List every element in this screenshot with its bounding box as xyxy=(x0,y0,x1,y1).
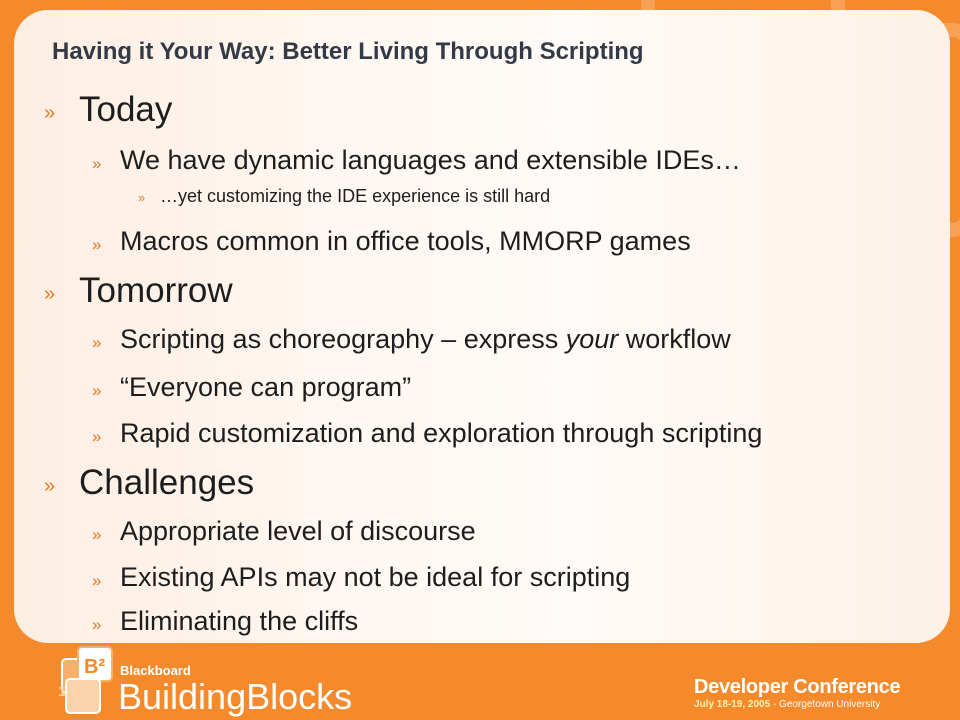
bullet-marker: » xyxy=(44,102,56,124)
bullet-marker: » xyxy=(92,381,102,400)
bullet-item xyxy=(92,562,631,593)
slide-title: Having it Your Way: Better Living Through Scripting xyxy=(52,38,644,65)
blackboard-buildingblocks-logo xyxy=(58,645,358,717)
bullet-text: Existing APIs may not be ideal for scripting xyxy=(120,562,631,592)
page-number: 16 xyxy=(58,683,75,700)
bullet-text: Macros common in office tools, MMORP games xyxy=(120,226,691,256)
conference-title: Developer Conference xyxy=(694,676,901,698)
heading-text: Tomorrow xyxy=(79,271,233,310)
logo-badge: B² xyxy=(84,656,106,678)
bullet-text: workflow xyxy=(618,324,731,354)
logo-large-text: BuildingBlocks xyxy=(118,676,353,717)
heading-text: Today xyxy=(79,90,173,129)
bullet-text: Scripting as choreography – express xyxy=(120,324,566,354)
sub-bullet-item xyxy=(138,186,551,207)
bullet-text: Eliminating the cliffs xyxy=(120,606,359,636)
bullet-marker: » xyxy=(92,235,102,254)
bullet-marker: » xyxy=(92,571,102,590)
bullet-item xyxy=(92,226,691,257)
bullet-marker: » xyxy=(92,154,102,173)
blocks-icon xyxy=(62,647,112,713)
section-heading-tomorrow xyxy=(44,271,233,311)
bullet-item xyxy=(92,516,476,547)
bullet-marker: » xyxy=(92,427,102,446)
conference-date xyxy=(694,699,880,710)
bullet-text: We have dynamic languages and extensible IDEs… xyxy=(120,145,741,175)
bullet-item xyxy=(92,606,359,637)
bullet-item xyxy=(92,372,412,403)
bullet-text: Appropriate level of discourse xyxy=(120,516,476,546)
bullet-marker: » xyxy=(92,615,102,634)
bullet-item xyxy=(92,145,741,176)
conference-dates-text: July 18-19, 2005 xyxy=(694,699,771,710)
heading-text: Challenges xyxy=(79,463,255,502)
bullet-marker: » xyxy=(44,283,56,305)
bullet-item xyxy=(92,418,763,449)
section-heading-challenges xyxy=(44,463,255,503)
bullet-marker: » xyxy=(92,525,102,544)
conference-venue-text: - Georgetown University xyxy=(770,699,881,710)
bullet-item xyxy=(92,324,731,355)
bullet-text: “Everyone can program” xyxy=(120,372,412,402)
bullet-marker: » xyxy=(44,475,56,497)
logo-small-text: Blackboard xyxy=(120,663,191,678)
bullet-text: Rapid customization and exploration through scripting xyxy=(120,418,763,448)
sub-bullet-text: …yet customizing the IDE experience is still hard xyxy=(160,186,551,206)
section-heading-today xyxy=(44,90,173,130)
bullet-marker: » xyxy=(138,190,146,205)
bullet-marker: » xyxy=(92,333,102,352)
emphasis-text: your xyxy=(565,324,619,354)
